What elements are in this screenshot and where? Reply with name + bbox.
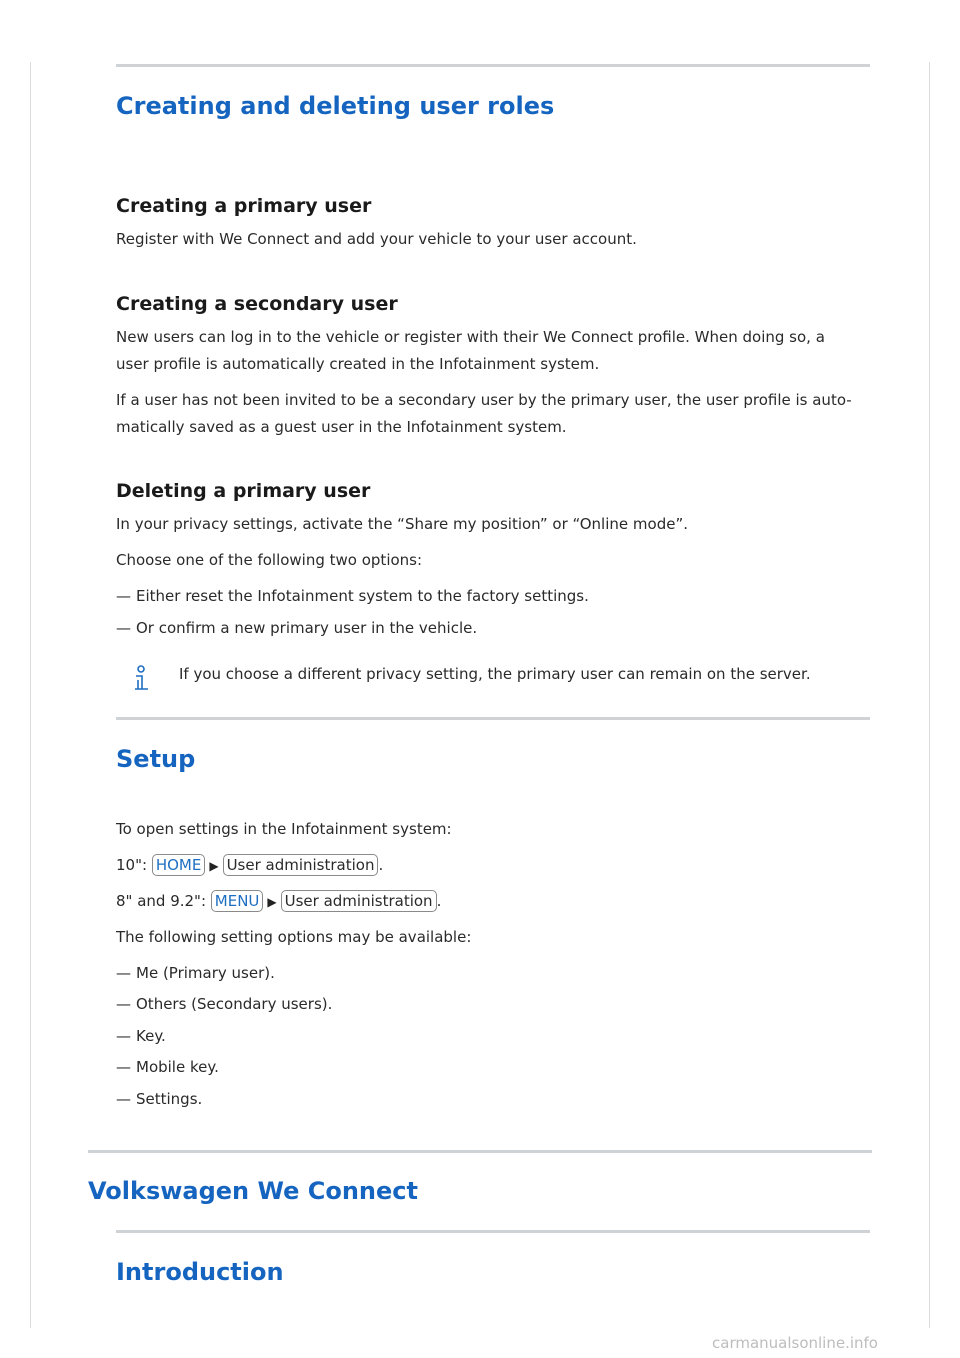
list-item: — Key. — [116, 1027, 166, 1045]
user-administration-key: User administration — [223, 854, 379, 876]
section-divider — [116, 64, 870, 67]
section-divider — [116, 1230, 870, 1233]
paragraph: Register with We Connect and add your vehicle to your user account. — [116, 230, 637, 248]
chapter-divider — [88, 1150, 872, 1153]
paragraph: The following setting options may be available: — [116, 928, 472, 946]
left-margin-line — [30, 62, 31, 1328]
home-key: HOME — [152, 854, 206, 876]
arrow-right-icon: ▶ — [267, 895, 277, 909]
paragraph: user profile is automatically created in the Infotainment system. — [116, 355, 600, 373]
section-title-setup: Setup — [116, 745, 196, 773]
menu-path-10: 10": HOME ▶ User administration . — [116, 852, 383, 880]
section-title-introduction: Introduction — [116, 1258, 284, 1286]
menu-key: MENU — [211, 890, 264, 912]
heading-creating-primary-user: Creating a primary user — [116, 195, 372, 217]
dash: — — [116, 587, 131, 605]
list-item: — Others (Secondary users). — [116, 995, 333, 1013]
paragraph: New users can log in to the vehicle or register with their We Connect profile. When doing so, a — [116, 328, 825, 346]
dash: — — [116, 619, 131, 637]
chapter-title: Volkswagen We Connect — [88, 1177, 418, 1205]
paragraph: To open settings in the Infotainment system: — [116, 820, 452, 838]
list-item: — Mobile key. — [116, 1058, 219, 1076]
paragraph: If a user has not been invited to be a secondary user by the primary user, the user profile is auto- — [116, 391, 852, 409]
info-icon — [132, 664, 150, 694]
list-item: — Me (Primary user). — [116, 964, 275, 982]
list-item: — Or confirm a new primary user in the vehicle. — [116, 615, 477, 642]
paragraph: matically saved as a guest user in the Infotainment system. — [116, 418, 567, 436]
menu-path-8-9: 8" and 9.2": MENU ▶ User administration . — [116, 888, 441, 916]
watermark: carmanualsonline.info — [712, 1334, 878, 1352]
arrow-right-icon: ▶ — [209, 859, 219, 873]
heading-deleting-primary-user: Deleting a primary user — [116, 480, 371, 502]
list-item: — Either reset the Infotainment system to the factory settings. — [116, 583, 589, 610]
paragraph: Choose one of the following two options: — [116, 551, 423, 569]
user-administration-key: User administration — [281, 890, 437, 912]
heading-creating-secondary-user: Creating a secondary user — [116, 293, 398, 315]
section-title-user-roles: Creating and deleting user roles — [116, 92, 555, 120]
info-note: If you choose a different privacy setting, the primary user can remain on the server. — [179, 665, 811, 683]
list-item: — Settings. — [116, 1090, 203, 1108]
right-margin-line — [929, 62, 930, 1328]
paragraph: In your privacy settings, activate the “Share my position” or “Online mode”. — [116, 515, 688, 533]
section-divider — [116, 717, 870, 720]
